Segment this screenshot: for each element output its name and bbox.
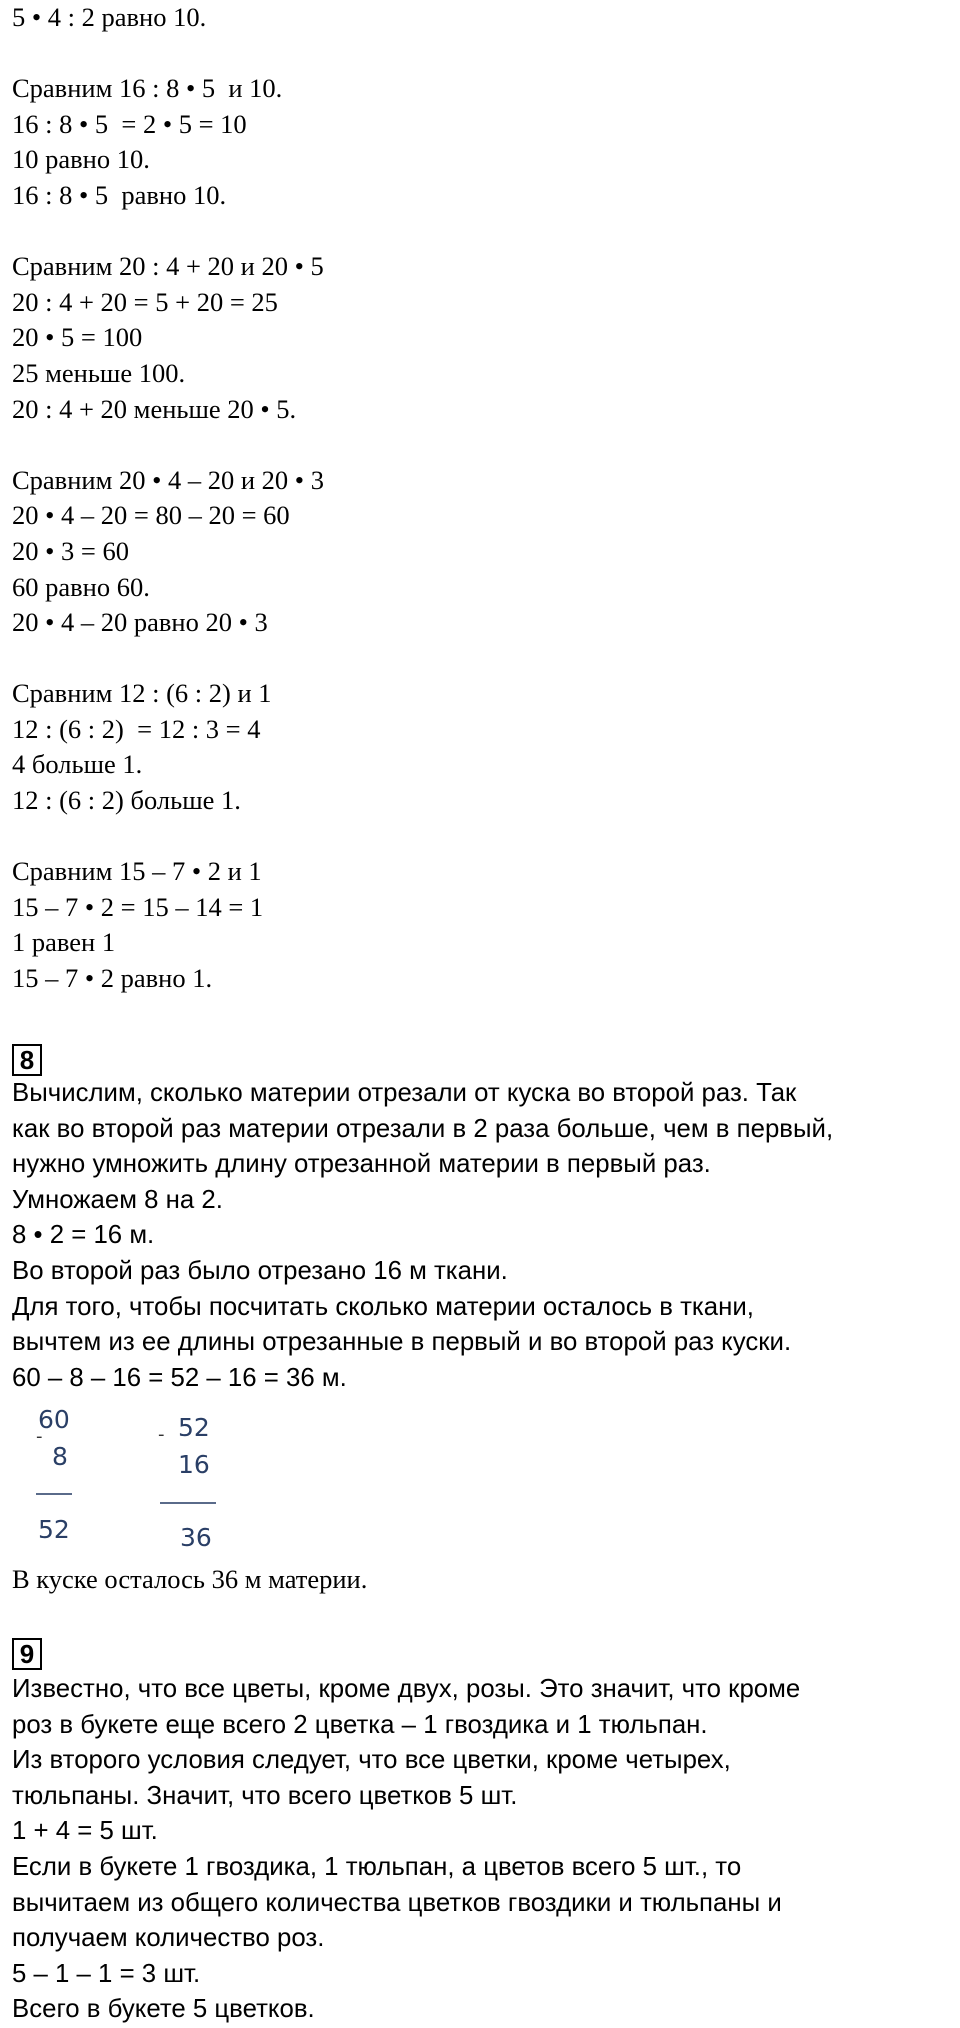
- text-line: 20 • 3 = 60: [12, 535, 129, 566]
- text-line: 20 • 4 – 20 равно 20 • 3: [12, 607, 268, 638]
- text-line: Сравним 20 : 4 + 20 и 20 • 5: [12, 251, 324, 282]
- text-line: 10 равно 10.: [12, 144, 150, 175]
- minus-sign: -: [158, 1424, 165, 1445]
- text-line: 15 – 7 • 2 равно 1.: [12, 963, 213, 994]
- text-line: 25 меньше 100.: [12, 357, 186, 388]
- text-line: В куске осталось 36 м материи.: [12, 1564, 368, 1594]
- calc1-bottom: 8: [52, 1442, 68, 1471]
- text-line: Сравним 20 • 4 – 20 и 20 • 3: [12, 464, 324, 495]
- text-line: Известно, что все цветы, кроме двух, розы. Это значит, что кроме: [12, 1675, 801, 1703]
- calc1-result: 52: [38, 1515, 70, 1544]
- task-number-8: 8: [12, 1044, 42, 1076]
- task9-text: [12, 1672, 954, 2028]
- text-line: 1 равен 1: [12, 927, 116, 958]
- text-line: Вычислим, сколько материи отрезали от куска во второй раз. Так: [12, 1079, 797, 1107]
- task8-text: [12, 1076, 954, 1396]
- text-line: 20 : 4 + 20 меньше 20 • 5.: [12, 393, 297, 424]
- calc2-line: [160, 1502, 216, 1504]
- text-line: Сравним 15 – 7 • 2 и 1: [12, 856, 262, 887]
- text-line: [12, 641, 954, 677]
- text-line: 16 : 8 • 5 = 2 • 5 = 10: [12, 108, 247, 139]
- text-line: Всего в букете 5 цветков.: [12, 1995, 315, 2024]
- text-line: Во второй раз было отрезано 16 м ткани.: [12, 1256, 508, 1285]
- text-line: тюльпаны. Значит, что всего цветков 5 шт.: [12, 1781, 518, 1810]
- calc2-bottom: 16: [178, 1450, 210, 1479]
- text-line: 4 больше 1.: [12, 749, 143, 780]
- text-line: 8 • 2 = 16 м.: [12, 1221, 155, 1250]
- text-line: роз в букете еще всего 2 цветка – 1 гвоздика и 1 тюльпан.: [12, 1710, 708, 1739]
- text-line: [12, 427, 954, 463]
- text-line: 20 • 4 – 20 = 80 – 20 = 60: [12, 500, 290, 531]
- text-line: 60 равно 60.: [12, 571, 150, 602]
- calc1-top: 60: [38, 1405, 70, 1434]
- text-line: 5 – 1 – 1 = 3 шт.: [12, 1959, 201, 1988]
- calc1-line: [36, 1493, 72, 1495]
- text-line: 5 • 4 : 2 равно 10.: [12, 2, 207, 32]
- text-line: получаем количество роз.: [12, 1924, 325, 1953]
- text-line: нужно умножить длину отрезанной материи в первый раз.: [12, 1150, 711, 1179]
- task-number-9: 9: [12, 1638, 42, 1670]
- text-line: 60 – 8 – 16 = 52 – 16 = 36 м.: [12, 1363, 347, 1392]
- text-line: Если в букете 1 гвоздика, 1 тюльпан, а цветов всего 5 шт., то: [12, 1852, 742, 1881]
- calc2-result: 36: [180, 1523, 212, 1552]
- text-line: Сравним 16 : 8 • 5 и 10.: [12, 73, 283, 104]
- text-line: 12 : (6 : 2) больше 1.: [12, 785, 241, 816]
- text-line: 16 : 8 • 5 равно 10.: [12, 179, 227, 210]
- text-line: [12, 819, 954, 855]
- text-line: Сравним 12 : (6 : 2) и 1: [12, 678, 272, 709]
- text-line: Для того, чтобы посчитать сколько материи осталось в ткани,: [12, 1292, 754, 1321]
- text-line: 15 – 7 • 2 = 15 – 14 = 1: [12, 891, 264, 922]
- text-line: Из второго условия следует, что все цветки, кроме четырех,: [12, 1746, 731, 1775]
- text-line: как во второй раз материи отрезали в 2 раза больше, чем в первый,: [12, 1114, 834, 1143]
- text-line: [12, 214, 954, 250]
- text-line: 20 • 5 = 100: [12, 322, 143, 353]
- text-line: 20 : 4 + 20 = 5 + 20 = 25: [12, 286, 278, 317]
- text-line: [12, 36, 954, 72]
- task8-conclusion: [12, 1562, 954, 1598]
- comparisons-block: [12, 0, 954, 997]
- minus-sign: -: [36, 1426, 43, 1447]
- text-line: 1 + 4 = 5 шт.: [12, 1817, 158, 1846]
- text-line: Умножаем 8 на 2.: [12, 1185, 223, 1214]
- calc2-top: 52: [178, 1413, 210, 1442]
- text-line: вычитаем из общего количества цветков гвоздики и тюльпаны и: [12, 1888, 782, 1917]
- text-line: 12 : (6 : 2) = 12 : 3 = 4: [12, 713, 261, 744]
- text-line: вычтем из ее длины отрезанные в первый и во второй раз куски.: [12, 1328, 792, 1357]
